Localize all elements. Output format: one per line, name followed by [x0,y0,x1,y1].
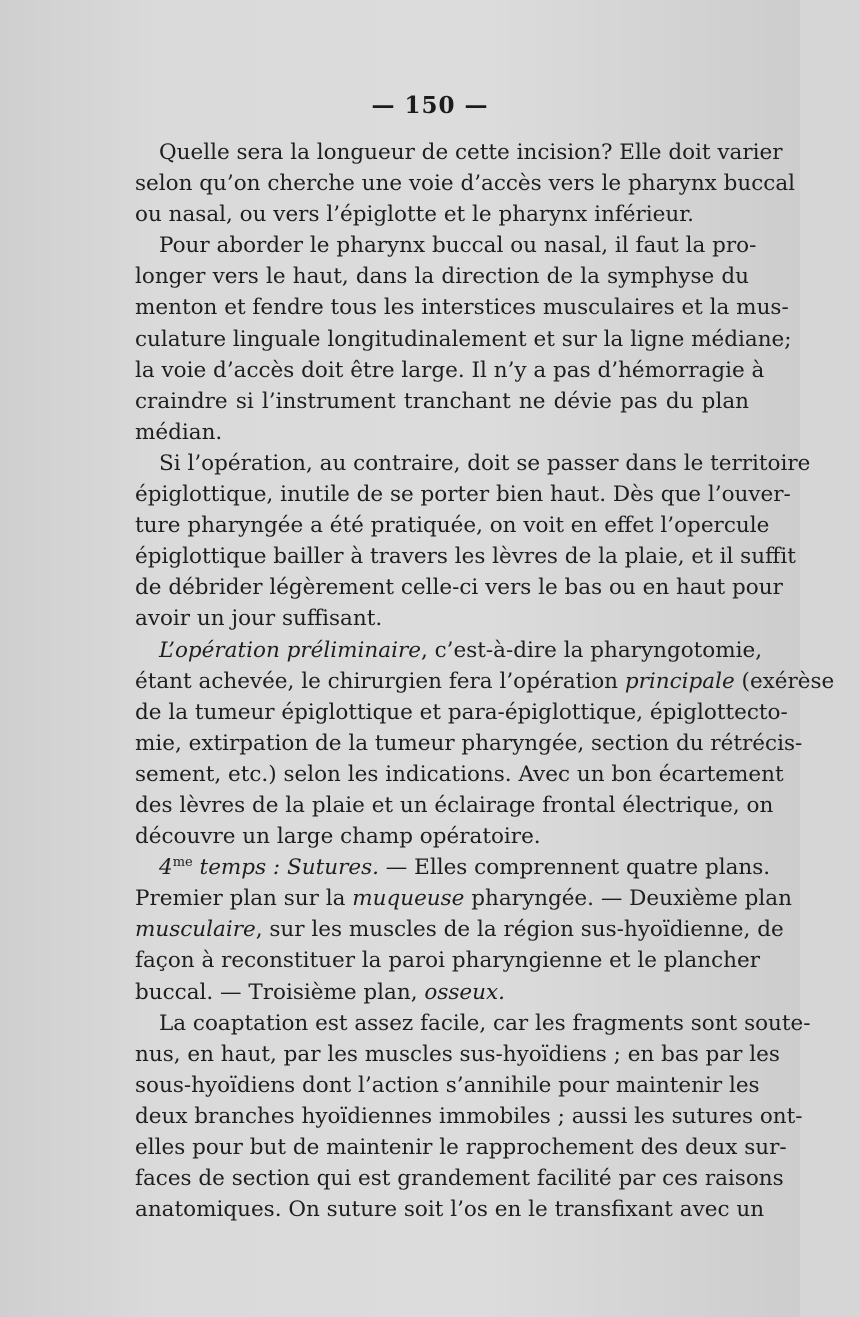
text-run: façon à reconstituer la paroi pharyngienne et le plancher [135,948,760,974]
text-run: des lèvres de la plaie et un éclairage frontal électrique, on [135,792,774,818]
text-line [135,137,783,168]
text-run: de débrider légèrement celle-ci vers le bas ou en haut pour [135,575,783,601]
text-run: sous-hyoïdiens dont l’action s’annihile pour maintenir les [135,1072,760,1098]
text-run: ou nasal, ou vers l’épiglotte et le pharynx inférieur. [135,202,694,228]
text-line [135,386,749,417]
text-run: nus, en haut, par les muscles sus-hyoïdiens ; en bas par les [135,1041,780,1067]
paragraph [135,230,792,448]
italic-text: osseux. [424,979,505,1005]
italic-text: principale [624,668,735,694]
text-line [135,1070,760,1101]
text-run: culature linguale longitudinalement et sur la ligne médiane; [135,326,792,352]
paragraph [135,852,792,1007]
italic-text: temps : Sutures. [192,855,379,881]
text-line [135,1132,787,1163]
text-run: Si l’opération, au contraire, doit se passer dans le territoire [159,450,811,476]
text-run: de la tumeur épiglottique et para-épiglottique, épiglottecto- [135,699,788,725]
text-line [135,541,796,572]
text-line [135,168,796,199]
text-line [135,728,803,759]
text-line [135,977,749,1008]
text-run: Premier plan sur la [135,886,353,912]
text-line [135,1163,784,1194]
text-run: — Elles comprennent quatre plans. [378,855,771,881]
text-line [135,1008,811,1039]
text-run: avoir un jour suffisant. [135,606,383,632]
text-line [135,945,760,976]
text-run: (exérèse [734,668,835,694]
text-line [135,510,770,541]
paragraph [135,137,796,230]
page-number: — 150 — [371,92,489,119]
text-line [135,1194,765,1225]
text-run: mie, extirpation de la tumeur pharyngée, section du rétrécis- [135,730,803,756]
italic-text: 4 [159,855,173,881]
text-run: craindre si l’instrument tranchant ne dévie pas du plan [135,388,749,414]
text-line [135,697,788,728]
text-run: deux branches hyoïdiennes immobiles ; aussi les sutures ont- [135,1103,803,1129]
paragraph [135,1008,811,1226]
text-line [135,914,784,945]
text-line [135,635,763,666]
text-run: découvre un large champ opératoire. [135,824,541,850]
text-line [135,324,792,355]
text-run: pharyngée. — Deuxième plan [464,886,792,912]
text-run: sement, etc.) selon les indications. Avec un bon écartement [135,761,784,787]
text-line [135,479,791,510]
text-run: buccal. — Troisième plan, [135,979,425,1005]
text-run: Quelle sera la longueur de cette incision? Elle doit varier [159,140,783,165]
text-run: Pour aborder le pharynx buccal ou nasal, il faut la pro- [159,233,757,259]
text-run: ture pharyngée a été pratiquée, on voit en effet l’opercule [135,513,770,539]
text-run: , c’est-à-dire la pharyngotomie, [420,637,763,663]
text-run: menton et fendre tous les interstices musculaires et la mus- [135,295,789,321]
text-run: selon qu’on cherche une voie d’accès vers le pharynx buccal [135,171,796,197]
text-line [135,666,835,697]
italic-text: muqueuse [352,886,465,912]
italic-text: L’opération préliminaire [159,637,421,663]
superscript-text: me [172,855,193,870]
body-text [135,137,835,1225]
text-run: faces de section qui est grandement facilité par ces raisons [135,1166,784,1192]
text-line [135,292,789,323]
text-run: anatomiques. On suture soit l’os en le transfixant avec un [135,1197,765,1223]
text-run: longer vers le haut, dans la direction de la symphyse du [135,264,749,290]
text-run: médian. [135,419,223,445]
text-run: , sur les muscles de la région sus-hyoïdienne, de [255,917,784,943]
text-run: elles pour but de maintenir le rapprochement des deux sur- [135,1135,787,1160]
text-line [135,417,749,448]
text-line [135,199,749,230]
text-run: épiglottique bailler à travers les lèvres de la plaie, et il suffit [135,544,796,570]
italic-text: musculaire [135,917,256,943]
paragraph [135,448,811,635]
text-line [135,355,765,386]
text-run: épiglottique, inutile de se porter bien haut. Dès que l’ouver- [135,482,791,508]
paragraph [135,635,835,853]
text-line [135,852,771,883]
text-line [135,230,757,261]
text-line [135,448,811,479]
text-line [135,1039,780,1070]
text-line [135,883,792,914]
text-line [135,603,749,634]
text-line [135,821,749,852]
text-line [135,759,784,790]
text-line [135,790,774,821]
text-line [135,1101,803,1132]
text-run: la voie d’accès doit être large. Il n’y a pas d’hémorragie à [135,357,765,383]
text-line [135,261,749,292]
text-run: La coaptation est assez facile, car les fragments sont soute- [159,1010,811,1036]
text-run: étant achevée, le chirurgien fera l’opération [135,668,625,694]
text-line [135,572,783,603]
